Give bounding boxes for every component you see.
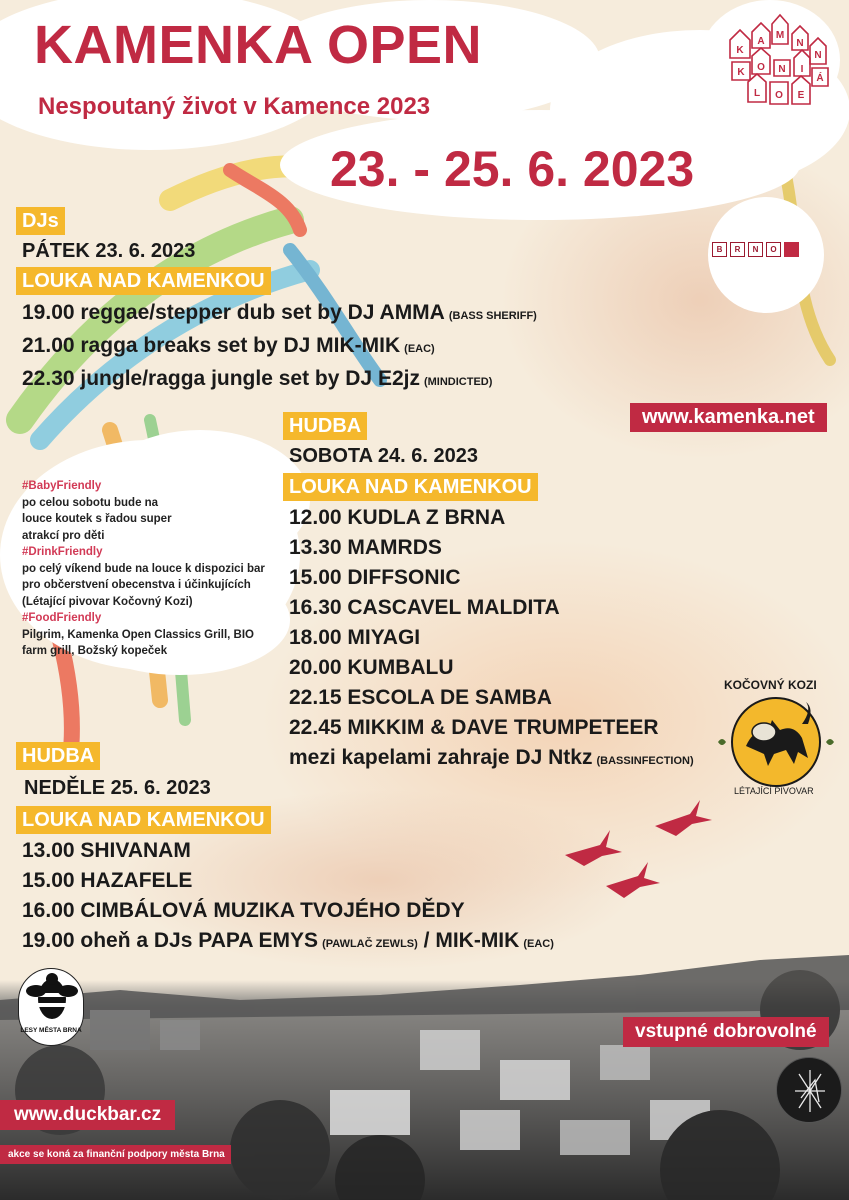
lesy-mesta-brna-logo xyxy=(18,968,84,1046)
kozi-logo-bottom: LÉTAJÍCÍ PIVOVAR xyxy=(734,786,814,796)
brno-letter: O xyxy=(766,242,781,257)
event-title: KAMENKA OPEN xyxy=(34,15,483,75)
baby-friendly-text: po celou sobotu bude na louce koutek s řadou super atrakcí pro děti xyxy=(22,496,172,542)
lineup-text: 19.00 oheň a DJs PAPA EMYS xyxy=(22,929,319,952)
website-link[interactable]: www.kamenka.net xyxy=(630,403,827,432)
friday-tag: DJs xyxy=(16,207,65,235)
star-logo xyxy=(776,1057,842,1123)
baby-friendly-tag: #BabyFriendly xyxy=(22,480,102,492)
event-subtitle: Nespoutaný život v Kamence 2023 xyxy=(38,93,431,120)
svg-text:K: K xyxy=(737,67,745,78)
sunday-day: NEDĚLE 25. 6. 2023 xyxy=(24,777,211,799)
svg-text:O: O xyxy=(775,90,783,101)
duckbar-link[interactable]: www.duckbar.cz xyxy=(0,1100,175,1130)
svg-text:I: I xyxy=(800,64,804,75)
saturday-lineup xyxy=(289,503,694,776)
lineup-note: (EAC) xyxy=(523,938,554,950)
lineup-item: 15.00 DIFFSONIC xyxy=(289,566,461,589)
svg-text:Á: Á xyxy=(816,73,824,84)
sunday-venue: LOUKA NAD KAMENKOU xyxy=(16,806,271,834)
drink-friendly-text: po celý víkend bude na louce k dispozici bar pro občerstvení obecenstva i účinkujících (Létající pivovar Kočovný Kozi) xyxy=(22,562,265,608)
entry-label: vstupné dobrovolné xyxy=(623,1017,829,1047)
svg-text:O: O xyxy=(757,62,765,73)
lineup-note: (PAWLAČ ZEWLS) xyxy=(322,938,418,950)
bee-icon xyxy=(19,969,85,1029)
saturday-venue: LOUKA NAD KAMENKOU xyxy=(283,473,538,501)
kamenka-logo xyxy=(722,10,832,115)
lineup-item: 13.30 MAMRDS xyxy=(289,536,442,559)
lineup-item: 16.30 CASCAVEL MALDITA xyxy=(289,596,560,619)
svg-text:N: N xyxy=(814,50,822,61)
lineup-item: 15.00 HAZAFELE xyxy=(22,869,193,892)
star-mark-icon xyxy=(777,1058,843,1124)
lineup-note: (EAC) xyxy=(404,343,435,355)
lineup-item: 20.00 KUMBALU xyxy=(289,656,454,679)
saturday-day: SOBOTA 24. 6. 2023 xyxy=(289,445,478,467)
food-friendly-tag: #FoodFriendly xyxy=(22,612,102,624)
sunday-lineup xyxy=(22,836,554,959)
info-block xyxy=(22,478,272,660)
lineup-text: 22.30 jungle/ragga jungle set by DJ E2jz xyxy=(22,367,420,390)
lineup-note: (BASS SHERIFF) xyxy=(448,310,537,322)
kozi-logo-top: KOČOVNÝ KOZI xyxy=(724,678,817,692)
svg-text:A: A xyxy=(757,36,765,47)
lineup-note: (BASSINFECTION) xyxy=(596,755,694,767)
sunday-tag: HUDBA xyxy=(16,742,100,770)
lineup-item: 12.00 KUDLA Z BRNA xyxy=(289,506,506,529)
lineup-text: mezi kapelami zahraje DJ Ntkz xyxy=(289,746,593,769)
bee-logo-text: LESY MĚSTA BRNA xyxy=(20,1027,82,1034)
drink-friendly-tag: #DrinkFriendly xyxy=(22,546,103,558)
lineup-item xyxy=(22,331,537,364)
brno-letter: N xyxy=(748,242,763,257)
brno-letter: R xyxy=(730,242,745,257)
lineup-text: MIK-MIK xyxy=(435,929,520,952)
saturday-tag: HUDBA xyxy=(283,412,367,440)
friday-day: PÁTEK 23. 6. 2023 xyxy=(22,240,196,262)
food-friendly-text: Pilgrim, Kamenka Open Classics Grill, BIO farm grill, Božský kopeček xyxy=(22,628,254,657)
lineup-item xyxy=(22,364,537,397)
lineup-item xyxy=(289,743,694,776)
brno-letter: B xyxy=(712,242,727,257)
event-dates: 23. - 25. 6. 2023 xyxy=(330,141,695,197)
svg-text:N: N xyxy=(778,64,786,75)
lineup-text: 21.00 ragga breaks set by DJ MIK-MIK xyxy=(22,334,401,357)
lineup-item xyxy=(22,926,554,959)
svg-text:K: K xyxy=(736,45,744,56)
brno-block xyxy=(784,242,799,257)
svg-text:N: N xyxy=(796,38,804,49)
support-note: akce se koná za finanční podpory města Brna xyxy=(0,1145,231,1164)
lineup-separator: / xyxy=(423,929,430,952)
friday-venue: LOUKA NAD KAMENKOU xyxy=(16,267,271,295)
svg-text:E: E xyxy=(797,90,805,101)
lineup-item: 22.15 ESCOLA DE SAMBA xyxy=(289,686,552,709)
lineup-item: 18.00 MIYAGI xyxy=(289,626,421,649)
lineup-item: 16.00 CIMBÁLOVÁ MUZIKA TVOJÉHO DĚDY xyxy=(22,899,465,922)
lineup-note: (MINDICTED) xyxy=(423,376,493,388)
lineup-item: 22.45 MIKKIM & DAVE TRUMPETEER xyxy=(289,716,659,739)
brno-logo xyxy=(712,242,799,257)
lineup-text: 19.00 reggae/stepper dub set by DJ AMMA xyxy=(22,301,445,324)
svg-text:L: L xyxy=(753,88,761,99)
svg-text:M: M xyxy=(775,30,785,41)
kocovny-kozi-logo xyxy=(706,676,846,806)
friday-lineup xyxy=(22,298,537,397)
lineup-item xyxy=(22,298,537,331)
lineup-item: 13.00 SHIVANAM xyxy=(22,839,191,862)
